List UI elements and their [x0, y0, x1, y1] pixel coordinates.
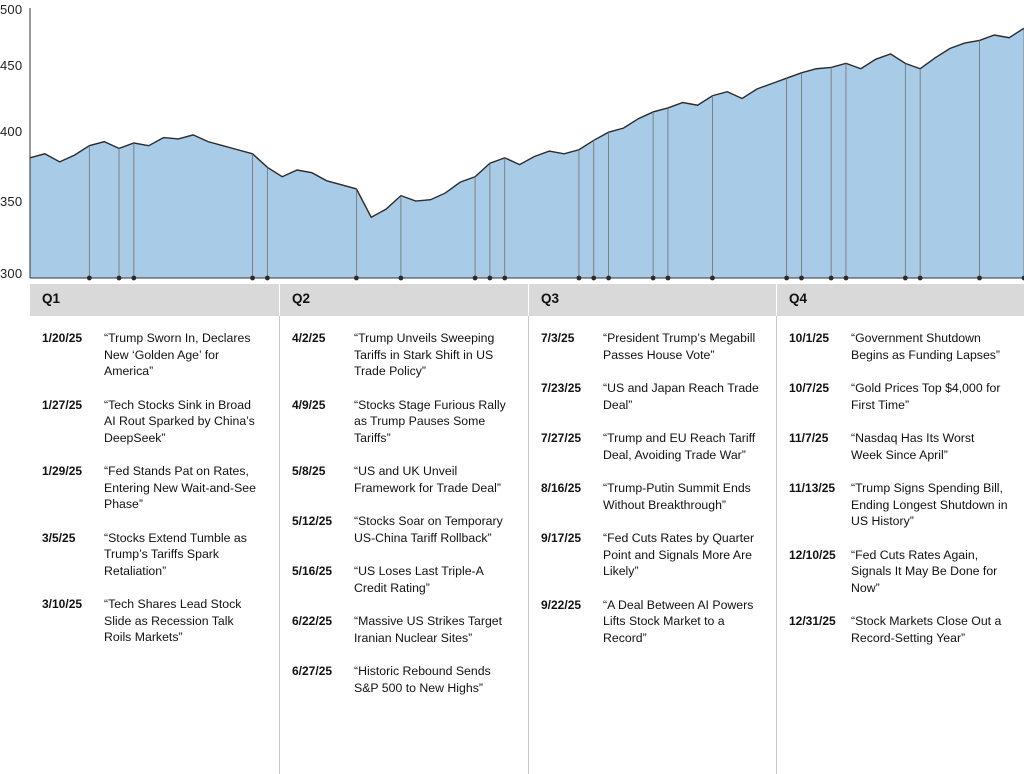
quarter-label: Q2 — [292, 291, 311, 306]
list-item — [789, 430, 1008, 463]
event-date: 10/7/25 — [789, 381, 830, 395]
list-item — [292, 463, 512, 496]
list-item — [541, 530, 760, 580]
quarter-label: Q4 — [789, 291, 808, 306]
event-date: 12/10/25 — [789, 547, 836, 562]
list-item — [292, 397, 512, 447]
price-chart — [0, 0, 1024, 282]
list-item — [292, 613, 512, 646]
event-column-q4 — [776, 316, 1024, 774]
event-date: 6/22/25 — [292, 614, 333, 628]
event-headline: “Fed Stands Pat on Rates, Entering New Wait-and-See Phase” — [104, 464, 256, 511]
list-item — [789, 613, 1008, 646]
event-date: 3/5/25 — [42, 530, 76, 545]
event-headline: “A Deal Between AI Powers Lifts Stock Market to a Record” — [603, 597, 754, 645]
quarter-label: Q1 — [42, 291, 61, 306]
event-column-q2 — [279, 316, 528, 774]
quarter-header-q1 — [30, 284, 279, 316]
event-date: 11/13/25 — [789, 481, 836, 495]
event-date: 7/23/25 — [541, 381, 582, 395]
event-date: 1/20/25 — [42, 331, 83, 345]
event-headline: “Trump Signs Spending Bill, Ending Longest Shutdown in US History” — [851, 481, 1008, 528]
event-date: 4/9/25 — [292, 397, 326, 412]
event-headline: “Tech Stocks Sink in Broad AI Rout Sparked by China’s DeepSeek” — [104, 397, 255, 445]
y-axis-label-450: 450 — [0, 58, 23, 73]
list-item — [541, 480, 760, 513]
y-axis-label-500: 500 — [0, 2, 23, 17]
list-item — [42, 596, 263, 646]
event-date: 8/16/25 — [541, 481, 582, 495]
event-column-q1 — [30, 316, 279, 774]
list-item — [292, 330, 512, 380]
event-date: 7/27/25 — [541, 431, 582, 445]
event-date: 4/2/25 — [292, 331, 326, 345]
event-column-q3 — [528, 316, 776, 774]
list-item — [789, 547, 1008, 597]
event-headline: “Trump-Putin Summit Ends Without Breakthrough” — [603, 481, 751, 512]
event-date: 7/3/25 — [541, 331, 575, 345]
event-headline: “Stock Markets Close Out a Record-Setting Year” — [851, 614, 1002, 645]
quarter-header-q2 — [279, 284, 528, 316]
list-item — [292, 513, 512, 546]
event-headline: “US Loses Last Triple-A Credit Rating” — [354, 564, 484, 595]
quarter-header-band — [30, 284, 1024, 316]
event-date: 5/8/25 — [292, 464, 326, 478]
event-headline: “US and Japan Reach Trade Deal” — [603, 381, 759, 412]
event-headline: “Government Shutdown Begins as Funding Lapses” — [851, 331, 1001, 362]
event-headline: “Historic Rebound Sends S&P 500 to New Highs” — [354, 664, 491, 695]
event-date: 6/27/25 — [292, 664, 333, 678]
event-headline: “US and UK Unveil Framework for Trade Deal” — [354, 464, 501, 495]
y-axis-label-400: 400 — [0, 124, 23, 139]
event-headline: “Fed Cuts Rates by Quarter Point and Signals More Are Likely” — [603, 531, 755, 578]
event-date: 11/7/25 — [789, 431, 829, 445]
y-axis-label-300: 300 — [0, 266, 23, 281]
event-headline: “Trump Sworn In, Declares New ‘Golden Age’ for America” — [104, 331, 251, 378]
event-headline: “Massive US Strikes Target Iranian Nuclear Sites” — [354, 614, 503, 645]
list-item — [42, 530, 263, 580]
event-headline: “Trump and EU Reach Tariff Deal, Avoiding Trade War” — [603, 431, 756, 462]
event-headline: “Stocks Soar on Temporary US-China Tariff Rollback” — [354, 514, 503, 545]
y-axis-label-350: 350 — [0, 194, 23, 209]
event-date: 5/16/25 — [292, 564, 333, 578]
event-headline: “Tech Shares Lead Stock Slide as Recession Talk Roils Markets” — [104, 597, 242, 644]
event-date: 5/12/25 — [292, 514, 333, 528]
list-item — [541, 597, 760, 647]
list-item — [42, 330, 263, 380]
list-item — [789, 380, 1008, 413]
event-headline: “Stocks Stage Furious Rally as Trump Pauses Some Tariffs” — [354, 397, 506, 445]
event-date: 9/22/25 — [541, 597, 582, 612]
event-date: 9/17/25 — [541, 531, 582, 545]
chart-svg — [0, 0, 1024, 282]
event-date: 1/27/25 — [42, 397, 83, 412]
event-columns — [30, 316, 1024, 774]
event-headline: “Gold Prices Top $4,000 for First Time” — [851, 381, 1001, 412]
event-headline: “Trump Unveils Sweeping Tariffs in Stark Shift in US Trade Policy” — [354, 331, 495, 378]
quarter-header-q4 — [776, 284, 1024, 316]
list-item — [292, 563, 512, 596]
event-headline: “Nasdaq Has Its Worst Week Since April” — [851, 431, 975, 462]
list-item — [42, 397, 263, 447]
event-date: 12/31/25 — [789, 614, 836, 628]
event-headline: “President Trump’s Megabill Passes House Vote” — [603, 331, 756, 362]
list-item — [292, 663, 512, 696]
event-date: 1/29/25 — [42, 464, 83, 478]
quarter-header-q3 — [528, 284, 776, 316]
list-item — [42, 463, 263, 513]
list-item — [541, 330, 760, 363]
quarter-label: Q3 — [541, 291, 560, 306]
event-date: 3/10/25 — [42, 597, 83, 611]
list-item — [541, 380, 760, 413]
list-item — [541, 430, 760, 463]
event-headline: “Fed Cuts Rates Again, Signals It May Be Done for Now” — [851, 547, 998, 595]
event-date: 10/1/25 — [789, 331, 830, 345]
list-item — [789, 480, 1008, 530]
event-headline: “Stocks Extend Tumble as Trump’s Tariffs Spark Retaliation” — [104, 530, 247, 578]
list-item — [789, 330, 1008, 363]
